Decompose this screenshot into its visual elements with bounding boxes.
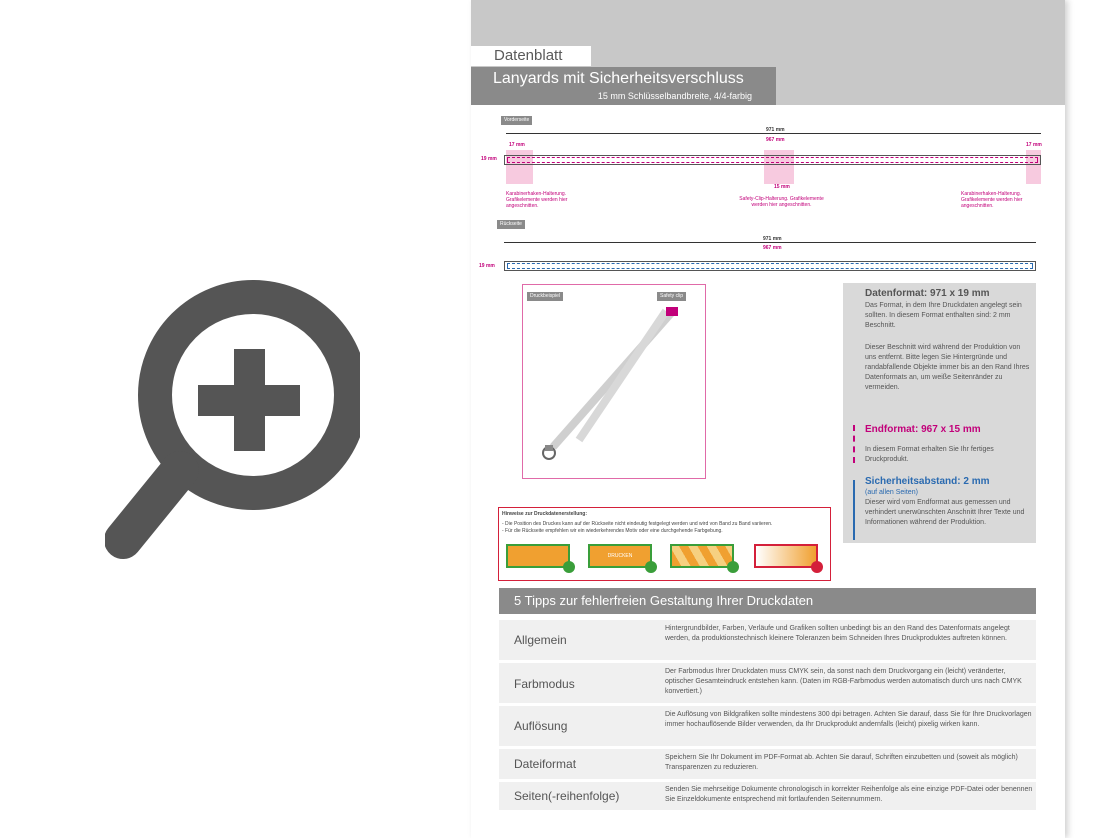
- doc-label: Datenblatt: [471, 46, 591, 66]
- back-dim-height: 19 mm: [479, 263, 495, 269]
- safe-title: Sicherheitsabstand: 2 mm: [865, 476, 990, 487]
- tip-row: [499, 782, 1036, 810]
- tips-title: 5 Tipps zur fehlerfreien Gestaltung Ihrer Druckdaten: [499, 588, 1036, 614]
- check-icon: [727, 561, 739, 573]
- lanyard-illustration: [523, 285, 707, 480]
- back-dim-total: 971 mm: [763, 236, 782, 242]
- tip-name: Auflösung: [514, 719, 568, 733]
- sample-pattern: [670, 544, 734, 568]
- front-dim-right: 17 mm: [1026, 142, 1042, 148]
- tip-row: [499, 620, 1036, 660]
- back-dim-line: [504, 242, 1036, 243]
- format-p2: Dieser Beschnitt wird während der Produktion von uns entfernt. Bitte legen Sie Hintergründe und randabfallende Objekte immer bis an den Rand Ihres Datenformats an, um weiße Seitenränder zu vermeiden.: [865, 344, 1030, 391]
- back-safe-area: [507, 263, 1033, 269]
- front-label: Vorderseite: [501, 116, 532, 125]
- preview-label-right: Safety clip: [657, 292, 686, 301]
- sample-gradient: [754, 544, 818, 568]
- tip-desc: Der Farbmodus Ihrer Druckdaten muss CMYK sein, da sonst nach dem Druckvorgang ein (leicht) veränderter, optischer Gesamteindruck entstehen kann. (Daten im RGB-Farbmodus werden automatisch durch uns nach CMYK konvertiert.): [665, 668, 1022, 695]
- end-title: Endformat: 967 x 15 mm: [865, 424, 981, 435]
- front-note-left: Karabinerhaken-Halterung. Grafikelemente werden hier angeschnitten.: [506, 191, 568, 209]
- tip-name: Dateiformat: [514, 757, 577, 771]
- check-icon: [563, 561, 575, 573]
- front-dim-line: [506, 133, 1041, 134]
- format-info-box: [843, 283, 1036, 543]
- front-safe-area: [507, 157, 1038, 163]
- tip-row: [499, 706, 1036, 746]
- end-p: In diesem Format erhalten Sie Ihr fertiges Druckprodukt.: [865, 446, 994, 463]
- back-label: Rückseite: [497, 220, 525, 229]
- print-preview: [522, 284, 706, 479]
- hints-title: Hinweise zur Druckdatenerstellung:: [502, 511, 588, 517]
- sample-text: DRUCKEN: [588, 544, 652, 568]
- front-dim-clip: 15 mm: [774, 184, 790, 190]
- tip-row: [499, 749, 1036, 779]
- tip-name: Farbmodus: [514, 677, 575, 691]
- tip-desc: Die Auflösung von Bildgrafiken sollte mindestens 300 dpi betragen. Achten Sie darauf, dass Sie für Ihre Druckvorlagen immer hochauflösende Bilder verwenden, da Ihr Druckprodukt andernfalls (leicht) pixelig wirken kann.: [665, 711, 1032, 728]
- format-p1: Das Format, in dem Ihre Druckdaten angelegt sein sollten. In diesem Format enthalten sind: 2 mm Beschnitt.: [865, 302, 1022, 329]
- preview-label-left: Druckbeispiel: [527, 292, 563, 301]
- tip-desc: Speichern Sie Ihr Dokument im PDF-Format ab. Achten Sie darauf, Schriften einzubetten und (soweit als möglich) Transparenzen zu reduzieren.: [665, 754, 1018, 771]
- doc-title: Lanyards mit Sicherheitsverschluss: [493, 70, 744, 87]
- tip-name: Seiten(-reihenfolge): [514, 789, 620, 803]
- front-note-right: Karabinerhaken-Halterung. Grafikelemente werden hier angeschnitten.: [961, 191, 1023, 209]
- sample-solid: [506, 544, 570, 568]
- end-marker: [853, 425, 857, 463]
- check-icon: [645, 561, 657, 573]
- format-title: Datenformat: 971 x 19 mm: [865, 288, 990, 299]
- safe-sub: (auf allen Seiten): [865, 489, 918, 496]
- safe-p: Dieser wird vom Endformat aus gemessen und verhindert unerwünschten Anschnitt Ihrer Texte und Informationen während der Produktion.: [865, 499, 1025, 526]
- zoom-in-icon[interactable]: [105, 265, 360, 575]
- doc-subtitle: 15 mm Schlüsselbandbreite, 4/4-farbig: [597, 91, 752, 101]
- tip-name: Allgemein: [514, 633, 567, 647]
- safe-marker: [853, 480, 855, 540]
- cross-icon: [811, 561, 823, 573]
- back-dim-end: 967 mm: [763, 245, 782, 251]
- tip-desc: Hintergrundbilder, Farben, Verläufe und Grafiken sollten unbedingt bis an den Rand des Datenformats angelegt werden, da produktionstechnisch kleinere Toleranzen beim Schneiden Ihres Druckproduktes auftreten können.: [665, 625, 1010, 642]
- front-note-center: Safety-Clip-Halterung. Grafikelemente werden hier angeschnitten.: [739, 196, 824, 208]
- front-dim-left: 17 mm: [509, 142, 525, 148]
- print-hints: [498, 507, 831, 581]
- title-bar: [471, 67, 776, 105]
- hints-line2: - Für die Rückseite empfehlen wir ein wiederkehrendes Motiv oder eine durchgehende Farbgebung.: [502, 528, 723, 534]
- tip-desc: Senden Sie mehrseitige Dokumente chronologisch in korrekter Reihenfolge als eine einzige PDF-Datei oder benennen Sie Einzeldokumente entsprechend mit fortlaufenden Seitennummern.: [665, 786, 1033, 803]
- front-dim-height: 19 mm: [481, 156, 497, 162]
- front-dim-total: 971 mm: [766, 127, 785, 133]
- tip-row: [499, 663, 1036, 703]
- front-dim-end: 967 mm: [766, 137, 785, 143]
- datasheet-page: [471, 0, 1065, 838]
- hints-line1: - Die Position des Druckes kann auf der Rückseite nicht eindeutig festgelegt werden und wird von Band zu Band variieren.: [502, 521, 773, 527]
